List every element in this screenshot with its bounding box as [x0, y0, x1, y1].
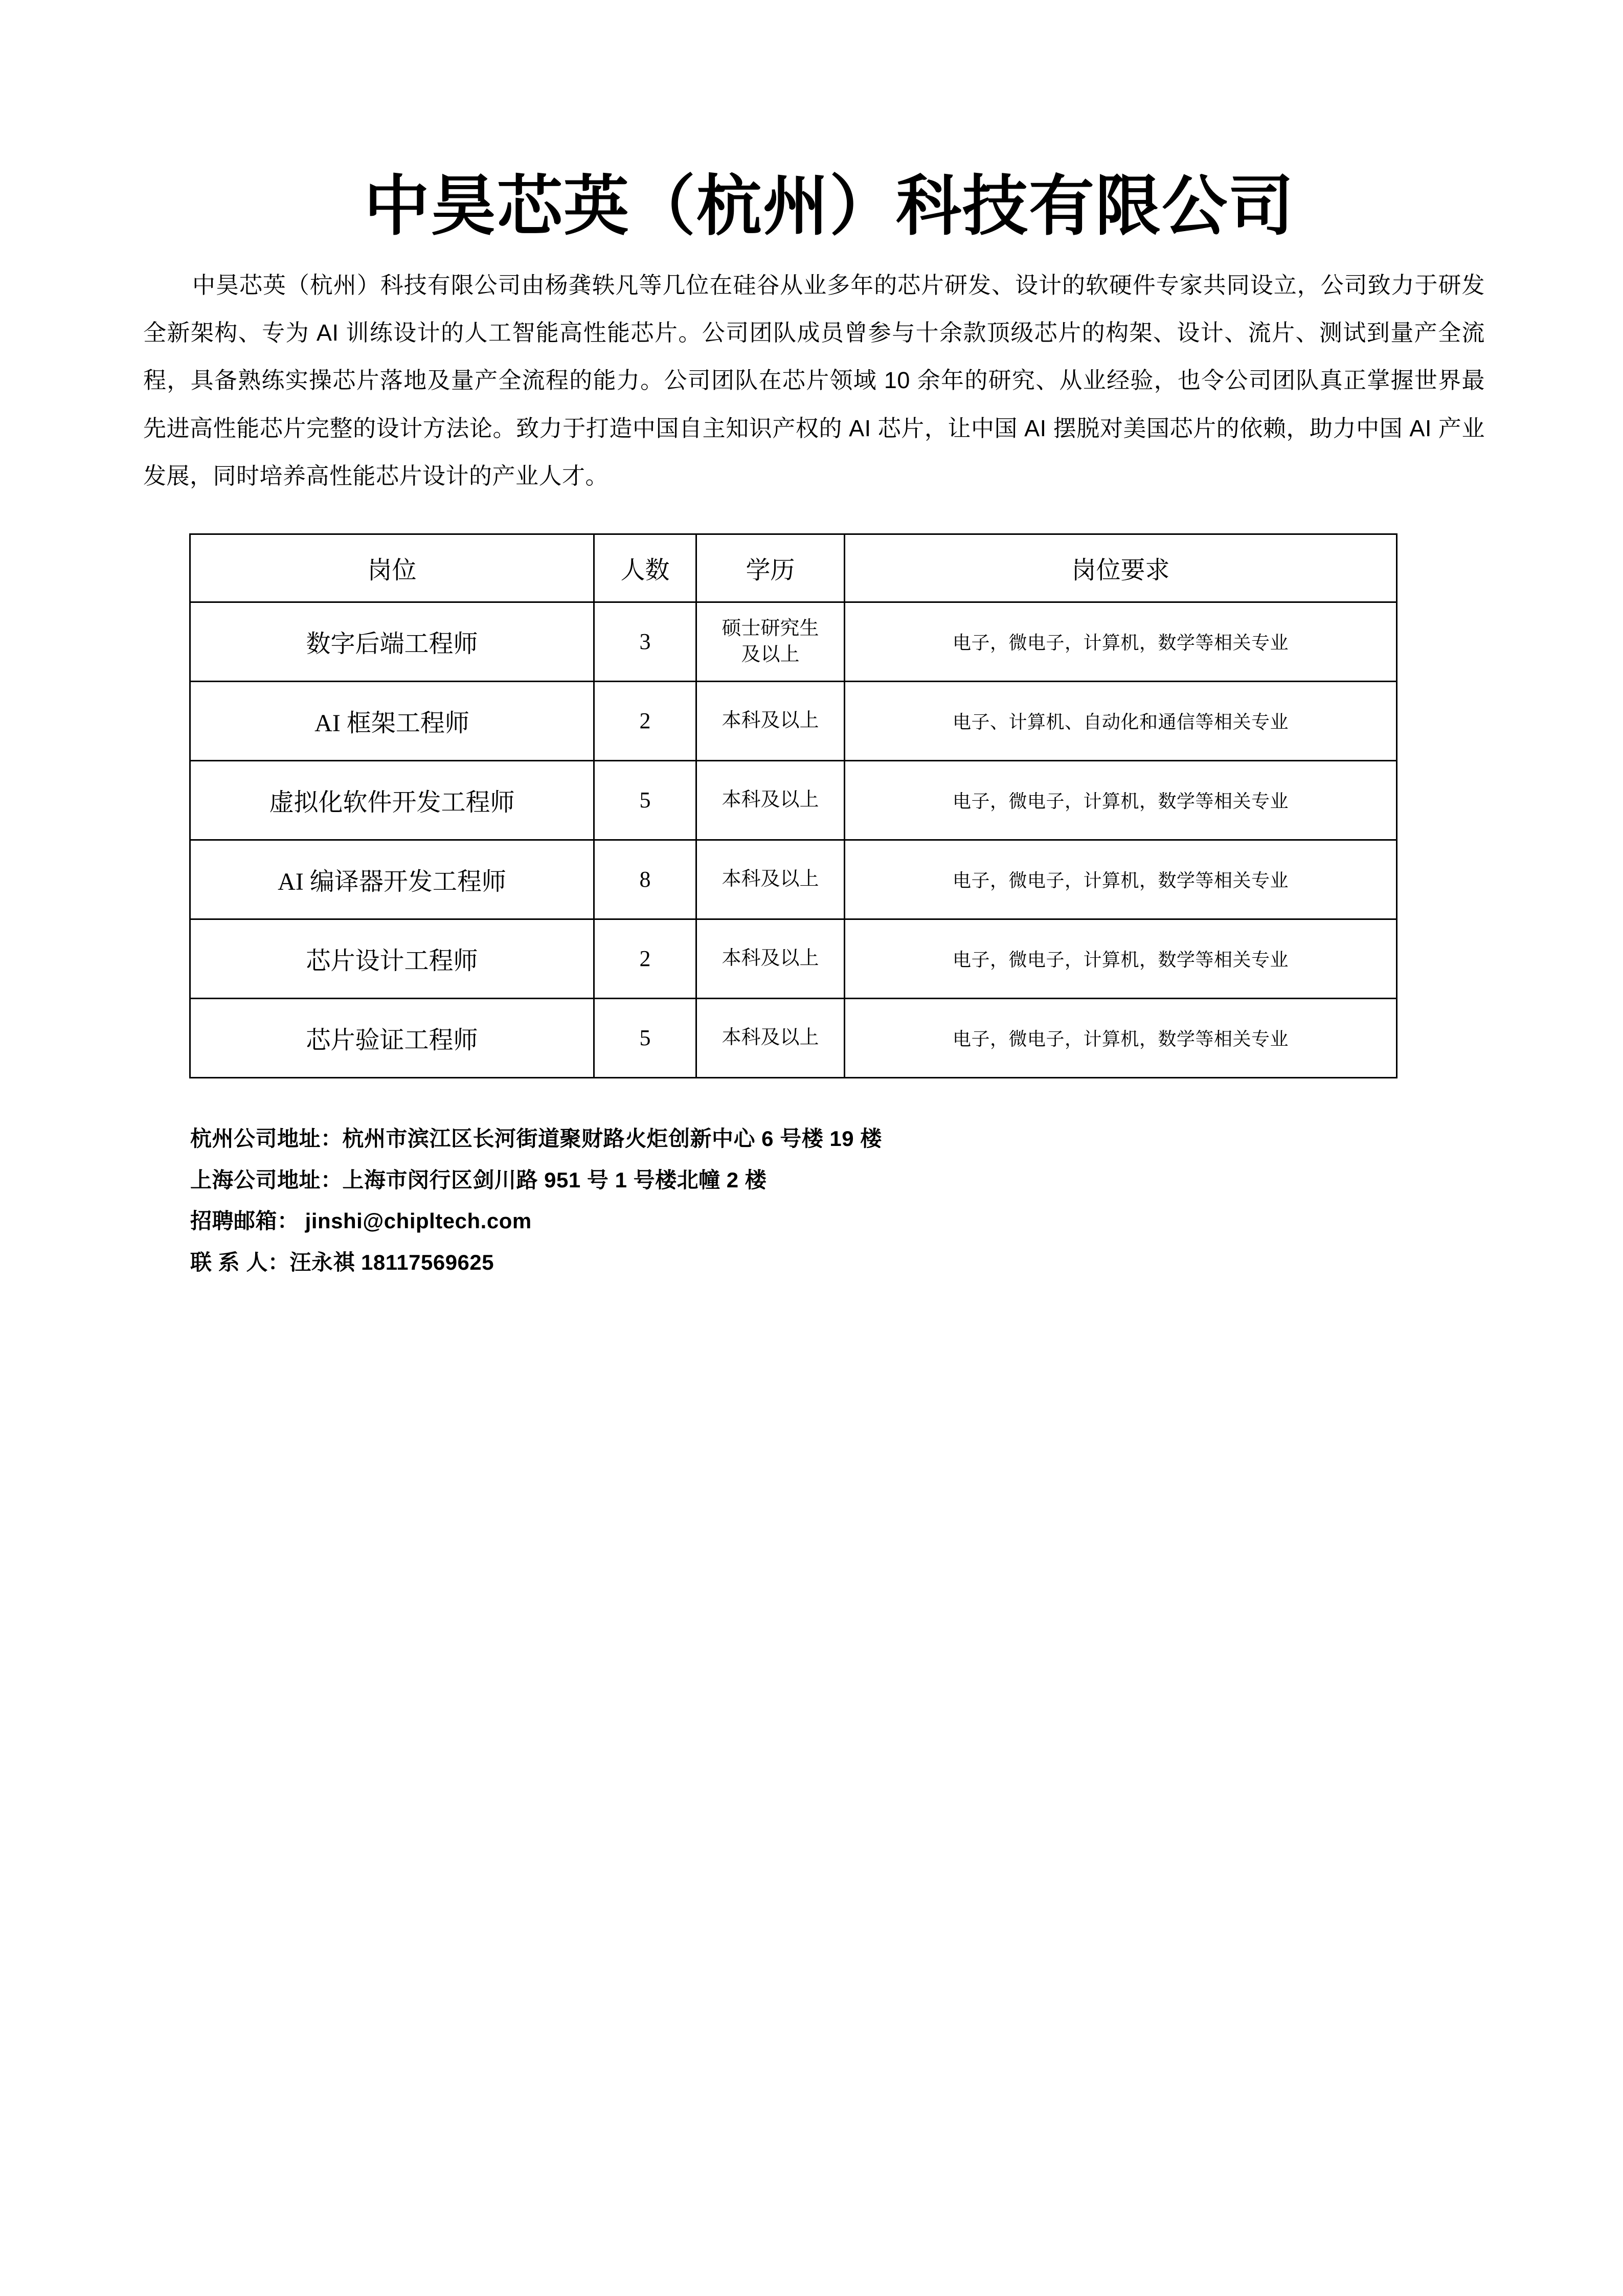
hangzhou-address: 杭州公司地址：杭州市滨江区长河街道聚财路火炬创新中心 6 号楼 19 楼 — [190, 1126, 882, 1151]
cell-education: 本科及以上 — [696, 760, 845, 840]
page-title: 中昊芯英（杭州）科技有限公司 — [364, 170, 1295, 243]
table-row — [190, 602, 1397, 681]
cell-count: 5 — [594, 760, 696, 840]
cell-position: AI 编译器开发工程师 — [190, 840, 594, 919]
table-row — [190, 998, 1397, 1077]
cell-count: 5 — [594, 998, 696, 1077]
table-row — [190, 919, 1397, 998]
company-intro-paragraph: 中昊芯英（杭州）科技有限公司由杨龚轶凡等几位在硅谷从业多年的芯片研发、设计的软硬件专家共同设立，公司致力于研发全新架构、专为 AI 训练设计的人工智能高性能芯片。公司团队成员曾参与十余款顶级芯片的构架、设计、流片、测试到量产全流程，具备熟练实操芯片落地及量产全流程的能力。公司团队在芯片领域 10 余年的研究、从业经验，也令公司团队真正掌握世界最先进高性能芯片完整的设计方法论。致力于打造中国自主知识产权的 AI 芯片，让中国 AI 摆脱对美国芯片的依赖，助力中国 AI 产业发展，同时培养高性能芯片设计的产业人才。 — [143, 272, 1485, 489]
cell-requirement: 电子，微电子，计算机，数学等相关专业 — [845, 919, 1397, 998]
job-openings-table — [189, 533, 1397, 1078]
cell-education: 本科及以上 — [696, 919, 845, 998]
cell-education: 本科及以上 — [696, 681, 845, 760]
cell-education-line2: 及以上 — [741, 643, 800, 665]
contact-person: 联 系 人：汪永祺 18117569625 — [190, 1250, 494, 1274]
table-header-row — [190, 534, 1397, 602]
contact-block — [143, 1118, 1516, 1284]
shanghai-address: 上海公司地址：上海市闵行区剑川路 951 号 1 号楼北幢 2 楼 — [190, 1167, 767, 1192]
column-header-requirement: 岗位要求 — [845, 534, 1397, 602]
cell-requirement: 电子、计算机、自动化和通信等相关专业 — [845, 681, 1397, 760]
cell-count: 2 — [594, 919, 696, 998]
cell-position: AI 框架工程师 — [190, 681, 594, 760]
cell-count: 2 — [594, 681, 696, 760]
column-header-education: 学历 — [696, 534, 845, 602]
cell-education: 本科及以上 — [696, 840, 845, 919]
cell-education-line1: 硕士研究生 — [722, 617, 819, 639]
cell-requirement: 电子，微电子，计算机，数学等相关专业 — [845, 760, 1397, 840]
cell-education — [696, 602, 845, 681]
cell-requirement: 电子，微电子，计算机，数学等相关专业 — [845, 840, 1397, 919]
table-row — [190, 840, 1397, 919]
table-row — [190, 760, 1397, 840]
job-table-container — [143, 533, 1516, 1078]
cell-education: 本科及以上 — [696, 998, 845, 1077]
cell-position: 数字后端工程师 — [190, 602, 594, 681]
cell-position: 虚拟化软件开发工程师 — [190, 760, 594, 840]
cell-count: 3 — [594, 602, 696, 681]
recruitment-email: 招聘邮箱： jinshi@chipltech.com — [190, 1209, 532, 1233]
table-row — [190, 681, 1397, 760]
column-header-count: 人数 — [594, 534, 696, 602]
cell-requirement: 电子，微电子，计算机，数学等相关专业 — [845, 602, 1397, 681]
cell-position: 芯片设计工程师 — [190, 919, 594, 998]
cell-count: 8 — [594, 840, 696, 919]
cell-position: 芯片验证工程师 — [190, 998, 594, 1077]
cell-requirement: 电子，微电子，计算机，数学等相关专业 — [845, 998, 1397, 1077]
column-header-position: 岗位 — [190, 534, 594, 602]
